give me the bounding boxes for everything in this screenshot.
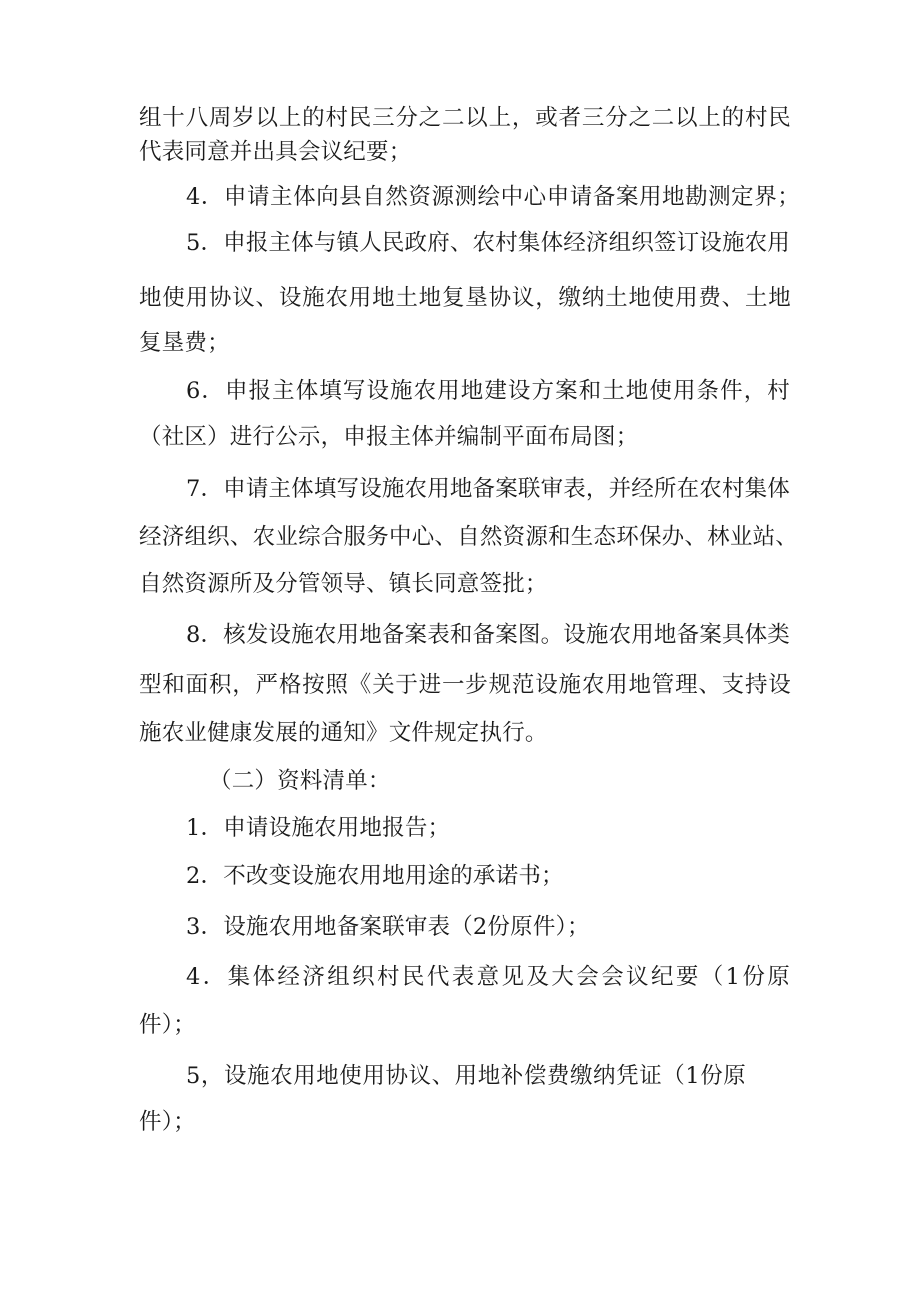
text-line-21: 5，设施农用地使用协议、用地补偿费缴纳凭证（1份原 (186, 1063, 747, 1089)
text-line-11: 自然资源所及分管领导、镇长同意签批； (139, 571, 548, 597)
text-line-16: 1．申请设施农用地报告； (186, 815, 451, 841)
text-line-1: 组十八周岁以上的村民三分之二以上，或者三分之二以上的村民 (139, 105, 792, 131)
text-line-6: 复垦费； (139, 330, 230, 356)
text-line-10: 经济组织、农业综合服务中心、自然资源和生态环保办、林业站、 (139, 524, 799, 550)
text-line-7: 6．申报主体填写设施农用地建设方案和土地使用条件，村 (186, 378, 791, 404)
text-line-2: 代表同意并出具会议纪要； (139, 139, 412, 165)
section-heading: （二）资料清单： (209, 768, 391, 794)
text-line-9: 7．申请主体填写设施农用地备案联审表，并经所在农村集体 (186, 476, 790, 502)
text-line-17: 2．不改变设施农用地用途的承诺书； (186, 863, 564, 889)
text-line-14: 施农业健康发展的通知》文件规定执行。 (139, 720, 548, 746)
text-line-3: 4．申请主体向县自然资源测绘中心申请备案用地勘测定界； (186, 184, 801, 210)
text-line-12: 8．核发设施农用地备案表和备案图。设施农用地备案具体类 (186, 622, 790, 648)
text-line-8: （社区）进行公示，申报主体并编制平面布局图； (139, 424, 639, 450)
text-line-19: 4．集体经济组织村民代表意见及大会会议纪要（1份原 (186, 964, 793, 990)
text-line-5: 地使用协议、设施农用地土地复垦协议，缴纳土地使用费、土地 (139, 285, 792, 311)
text-line-13: 型和面积，严格按照《关于进一步规范设施农用地管理、支持设 (139, 672, 792, 698)
text-line-18: 3．设施农用地备案联审表（2份原件）； (186, 914, 590, 940)
text-line-22: 件）； (139, 1109, 196, 1135)
text-line-4: 5．申报主体与镇人民政府、农村集体经济组织签订设施农用 (186, 230, 790, 256)
text-line-20: 件）； (139, 1012, 196, 1038)
